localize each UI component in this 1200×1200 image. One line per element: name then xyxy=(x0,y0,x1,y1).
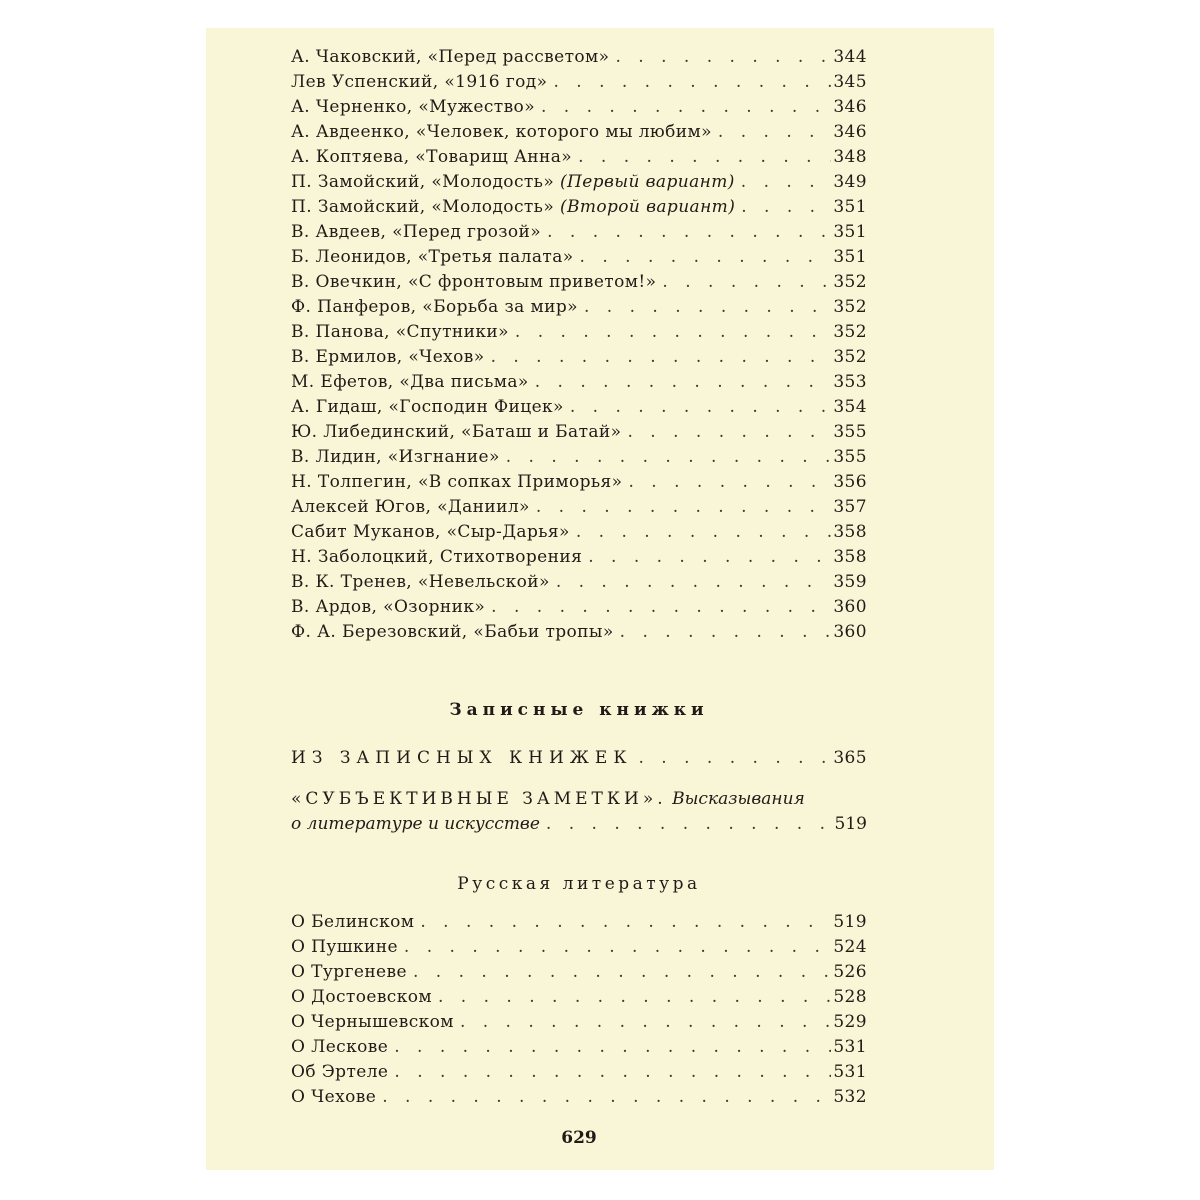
toc-entry-title: Б. Леонидов, «Третья палата» xyxy=(291,247,574,267)
toc-entry xyxy=(291,295,867,320)
toc-entry-title: Алексей Югов, «Даниил» xyxy=(291,497,530,517)
toc-entry xyxy=(291,420,867,445)
toc-entry xyxy=(291,746,867,771)
toc-entry-title: В. Ардов, «Озорник» xyxy=(291,597,486,617)
toc-entry xyxy=(291,320,867,345)
toc-entry-title: О Лескове xyxy=(291,1037,389,1057)
toc-entry-page: 351 xyxy=(833,222,867,242)
toc-entry-title: ИЗ ЗАПИСНЫХ КНИЖЕК xyxy=(291,748,633,768)
dot-leader xyxy=(622,470,831,495)
toc-entry-title: Об Эртеле xyxy=(291,1062,389,1082)
toc-entry xyxy=(291,935,867,960)
toc-entry-title: В. Овечкин, «С фронтовым приветом!» xyxy=(291,272,657,292)
toc-entry-title: Лев Успенский, «1916 год» xyxy=(291,72,548,92)
toc-entry-title: В. К. Тренев, «Невельской» xyxy=(291,572,550,592)
toc-entry-page: 358 xyxy=(833,547,867,567)
toc-entry xyxy=(291,245,867,270)
dot-leader xyxy=(530,495,831,520)
dot-leader xyxy=(535,95,831,120)
dot-leader xyxy=(572,145,831,170)
toc-entry xyxy=(291,620,867,645)
toc-entry-title: Сабит Муканов, «Сыр-Дарья» xyxy=(291,522,570,542)
dot-leader xyxy=(609,45,831,70)
dot-leader xyxy=(735,170,831,195)
toc-entry xyxy=(291,1085,867,1110)
toc-entry xyxy=(291,395,867,420)
toc-entry-page: 357 xyxy=(833,497,867,517)
toc-entry-title: Ф. Панферов, «Борьба за мир» xyxy=(291,297,578,317)
toc-entry xyxy=(291,120,867,145)
dot-leader xyxy=(550,570,831,595)
dot-leader xyxy=(485,345,831,370)
toc-entry xyxy=(291,570,867,595)
toc-entry-title: А. Чаковский, «Перед рассветом» xyxy=(291,47,610,67)
toc-entry xyxy=(291,470,867,495)
toc-entry-title: П. Замойский, «Молодость» xyxy=(291,197,555,217)
toc-entry-subtitle-cont: о литературе и искусстве xyxy=(291,814,540,834)
dot-leader xyxy=(500,445,831,470)
toc-entry-title: Н. Заболоцкий, Стихотворения xyxy=(291,547,583,567)
toc-entry-page: 355 xyxy=(833,422,867,442)
toc-entry xyxy=(291,45,867,70)
toc-entry xyxy=(291,985,867,1010)
toc-entry-page: 351 xyxy=(833,197,867,217)
section-heading-notebooks: Записные книжки xyxy=(449,700,709,720)
page-number: 629 xyxy=(561,1128,597,1148)
toc-entry xyxy=(291,145,867,170)
dot-leader xyxy=(485,595,831,620)
toc-entry-page: 360 xyxy=(833,622,867,642)
toc-entry-title: В. Лидин, «Изгнание» xyxy=(291,447,500,467)
toc-entry-title: Ю. Либединский, «Баташ и Батай» xyxy=(291,422,622,442)
dot-leader xyxy=(632,746,831,771)
toc-entry-page: 346 xyxy=(833,122,867,142)
toc-entry-page: 356 xyxy=(833,472,867,492)
toc-entry-title: П. Замойский, «Молодость» xyxy=(291,172,555,192)
toc-entry-line xyxy=(291,787,867,812)
toc-entry-page: 349 xyxy=(833,172,867,192)
dot-leader xyxy=(376,1085,831,1110)
toc-entry xyxy=(291,960,867,985)
toc-entry-subtitle: Высказывания xyxy=(672,789,805,809)
dot-leader xyxy=(582,545,831,570)
toc-entry-note: (Второй вариант) xyxy=(559,197,736,217)
toc-entry xyxy=(291,70,867,95)
toc-entry-title: В. Авдеев, «Перед грозой» xyxy=(291,222,542,242)
toc-entry-page: 360 xyxy=(833,597,867,617)
toc-entry-title: А. Авдеенко, «Человек, которого мы любим» xyxy=(291,122,712,142)
toc-entry xyxy=(291,170,867,195)
toc-entry-title: А. Гидаш, «Господин Фицек» xyxy=(291,397,564,417)
dot-leader xyxy=(570,520,831,545)
dot-leader xyxy=(414,910,831,935)
dot-leader xyxy=(578,295,831,320)
toc-entry xyxy=(291,595,867,620)
toc-entry-page: 532 xyxy=(833,1087,867,1107)
toc-entry-title: А. Черненко, «Мужество» xyxy=(291,97,535,117)
dot-leader xyxy=(547,70,831,95)
toc-entry xyxy=(291,95,867,120)
toc-entry xyxy=(291,1035,867,1060)
toc-entry-page: 531 xyxy=(833,1037,867,1057)
toc-entry-page: 519 xyxy=(834,814,867,834)
dot-leader xyxy=(541,220,831,245)
dot-leader xyxy=(735,195,831,220)
dot-leader xyxy=(614,620,831,645)
dot-leader xyxy=(407,960,831,985)
toc-entry-title: А. Коптяева, «Товарищ Анна» xyxy=(291,147,573,167)
toc-section-notebooks xyxy=(291,746,867,771)
toc-entry-title: Н. Толпегин, «В сопках Приморья» xyxy=(291,472,623,492)
toc-entry-title: О Чехове xyxy=(291,1087,377,1107)
toc-entry-page: 519 xyxy=(833,912,867,932)
toc-entry-page: 531 xyxy=(833,1062,867,1082)
toc-entry-page: 352 xyxy=(833,347,867,367)
toc-entry-page: 345 xyxy=(833,72,867,92)
toc-entry-page: 351 xyxy=(833,247,867,267)
toc-entry-line xyxy=(291,812,867,837)
toc-entry-page: 354 xyxy=(833,397,867,417)
toc-entry-title: О Белинском xyxy=(291,912,415,932)
dot-leader xyxy=(712,120,831,145)
toc-entry xyxy=(291,220,867,245)
toc-entry-page: 524 xyxy=(833,937,867,957)
toc-section-russian-literature xyxy=(291,910,867,1110)
toc-entry-title: М. Ефетов, «Два письма» xyxy=(291,372,529,392)
toc-entry-page: 348 xyxy=(833,147,867,167)
toc-section-reviews xyxy=(291,45,867,645)
toc-entry-title: О Достоевском xyxy=(291,987,432,1007)
toc-entry-page: 365 xyxy=(833,748,867,768)
dot-leader xyxy=(454,1010,831,1035)
dot-leader xyxy=(656,270,831,295)
toc-entry-title: В. Панова, «Спутники» xyxy=(291,322,509,342)
toc-entry xyxy=(291,370,867,395)
toc-entry-page: 359 xyxy=(833,572,867,592)
dot-leader xyxy=(574,245,831,270)
toc-entry-page: 352 xyxy=(833,322,867,342)
dot-leader xyxy=(388,1035,831,1060)
toc-entry-page: 352 xyxy=(833,272,867,292)
dot-leader xyxy=(621,420,831,445)
toc-entry xyxy=(291,1010,867,1035)
toc-entry-page: 353 xyxy=(833,372,867,392)
dot-leader xyxy=(388,1060,831,1085)
toc-entry-title: О Тургеневе xyxy=(291,962,407,982)
dot-leader xyxy=(432,985,831,1010)
toc-entry-page: 528 xyxy=(833,987,867,1007)
toc-entry xyxy=(291,545,867,570)
toc-entry-title: «СУБЪЕКТИВНЫЕ ЗАМЕТКИ». xyxy=(291,789,667,809)
toc-entry-title: О Пушкине xyxy=(291,937,398,957)
toc-entry-page: 355 xyxy=(833,447,867,467)
toc-entry-title: В. Ермилов, «Чехов» xyxy=(291,347,485,367)
toc-entry xyxy=(291,195,867,220)
toc-entry xyxy=(291,1060,867,1085)
toc-entry-page: 344 xyxy=(833,47,867,67)
toc-entry-page: 526 xyxy=(833,962,867,982)
dot-leader xyxy=(564,395,831,420)
toc-entry-title: Ф. А. Березовский, «Бабьи тропы» xyxy=(291,622,614,642)
toc-entry xyxy=(291,270,867,295)
toc-entry-title: О Чернышевском xyxy=(291,1012,454,1032)
toc-entry-page: 358 xyxy=(833,522,867,542)
toc-entry-note: (Первый вариант) xyxy=(559,172,735,192)
dot-leader xyxy=(529,370,831,395)
toc-entry-page: 352 xyxy=(833,297,867,317)
dot-leader xyxy=(398,935,831,960)
dot-leader xyxy=(509,320,831,345)
section-heading-russian-literature: Русская литература xyxy=(457,874,701,894)
toc-entry xyxy=(291,495,867,520)
toc-entry xyxy=(291,520,867,545)
toc-entry xyxy=(291,910,867,935)
toc-entry xyxy=(291,445,867,470)
dot-leader xyxy=(540,812,831,837)
toc-entry-subjective-notes xyxy=(291,787,867,837)
toc-entry xyxy=(291,345,867,370)
toc-entry-page: 529 xyxy=(833,1012,867,1032)
toc-entry-page: 346 xyxy=(833,97,867,117)
